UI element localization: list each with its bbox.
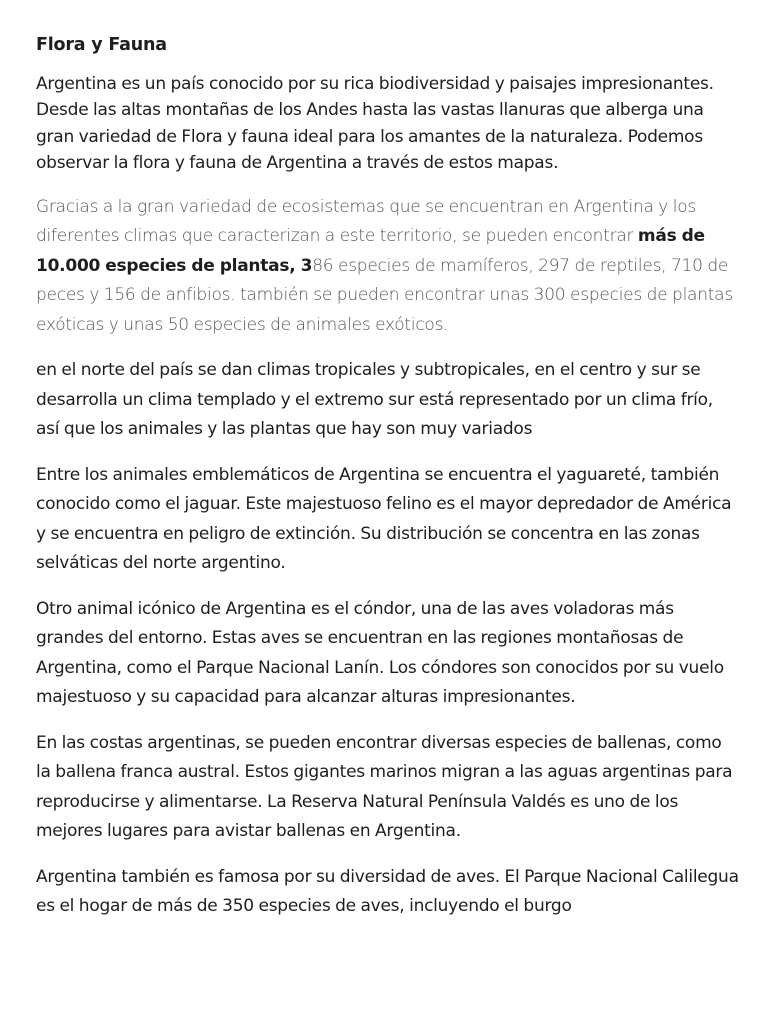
climate-paragraph: en el norte del país se dan climas tropicales y subtropicales, en el centro y sur se desarrolla un clima templado y el extremo sur está representado por un clima frío, así que los animales y las plantas que hay son muy variados — [36, 360, 713, 440]
condor-paragraph: Otro animal icónico de Argentina es el cóndor, una de las aves voladoras más grandes del entorno. Estas aves se encuentran en las regiones montañosas de Argentina, como el Parque Nacional Lanín. Los cóndores son conocidos por su vuelo majestuoso y su capacidad para alcanzar alturas impresionantes. — [36, 598, 724, 708]
jaguar-paragraph: Entre los animales emblemáticos de Argentina se encuentra el yaguareté, también conocido como el jaguar. Este majestuoso felino es el mayor depredador de América y se encuentra en peligro de extinción. Su distribución se concentra en las zonas selváticas del norte argentino. — [36, 464, 732, 574]
document-page — [36, 33, 740, 938]
birds-paragraph: Argentina también es famosa por su diversidad de aves. El Parque Nacional Calilegua es el hogar de más de 350 especies de aves, incluyendo el burgo — [36, 866, 739, 917]
page-title: Flora y Fauna — [36, 35, 167, 55]
biodiversity-paragraph — [36, 193, 740, 341]
whales-paragraph: En las costas argentinas, se pueden encontrar diversas especies de ballenas, como la ballena franca austral. Estos gigantes marinos migran a las aguas argentinas para reproducirse y alimentarse. La Reserva Natural Península Valdés es uno de los mejores lugares para avistar ballenas en Argentina. — [36, 732, 733, 842]
biodiversity-bold-text: más de 10.000 especies de plantas, 3 — [36, 226, 705, 276]
biodiversity-text-start: Gracias a la gran variedad de ecosistemas que se encuentran en Argentina y los diferentes climas que caracterizan a este territorio, se pueden encontrar — [36, 196, 697, 247]
intro-paragraph: Argentina es un país conocido por su rica biodiversidad y paisajes impresionantes. Desde las altas montañas de los Andes hasta las vastas llanuras que alberga una gran variedad de Flora y fauna ideal para los amantes de la naturaleza. Podemos observar la flora y fauna de Argentina a través de estos mapas. — [36, 74, 714, 174]
biodiversity-text-end: 86 especies de mamíferos, 297 de reptiles, 710 de peces y 156 de anfibios. también se pueden encontrar unas 300 especies de plantas exóticas y unas 50 especies de animales exóticos. — [36, 255, 733, 335]
